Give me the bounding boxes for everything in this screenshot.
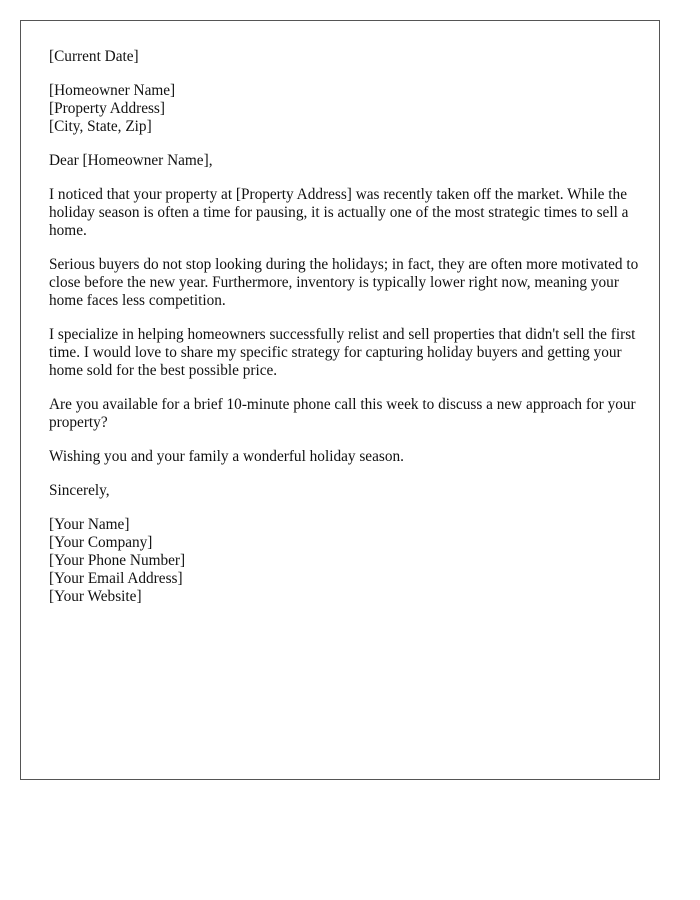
body-paragraph-call-to-action: Are you available for a brief 10-minute phone call this week to discuss a new approach for your property? — [49, 396, 636, 431]
signature-email: [Your Email Address] — [49, 570, 183, 587]
letter-date: [Current Date] — [49, 48, 139, 65]
body-paragraph-buyers: Serious buyers do not stop looking during the holidays; in fact, they are often more motivated to close before the new year. Furthermore, inventory is typically lower right now, meaning your home faces less competition. — [49, 256, 639, 309]
signature-block — [49, 516, 639, 606]
recipient-address-block — [49, 82, 639, 136]
body-paragraph-intro: I noticed that your property at [Property Address] was recently taken off the market. While the holiday season is often a time for pausing, it is actually one of the most strategic times to sell a home. — [49, 186, 629, 239]
signature-website: [Your Website] — [49, 588, 142, 605]
recipient-address: [Property Address] — [49, 100, 165, 117]
letter-page — [20, 20, 660, 780]
recipient-name: [Homeowner Name] — [49, 82, 176, 99]
recipient-city-state-zip: [City, State, Zip] — [49, 118, 152, 135]
closing: Sincerely, — [49, 482, 110, 499]
body-paragraph-holiday-wishes: Wishing you and your family a wonderful holiday season. — [49, 448, 404, 465]
body-paragraph-specialty: I specialize in helping homeowners successfully relist and sell properties that didn't sell the first time. I would love to share my specific strategy for capturing holiday buyers and getting your home sold for the best possible price. — [49, 326, 636, 379]
signature-name: [Your Name] — [49, 516, 130, 533]
signature-phone: [Your Phone Number] — [49, 552, 186, 569]
letter-body — [49, 48, 639, 622]
salutation: Dear [Homeowner Name], — [49, 152, 213, 169]
signature-company: [Your Company] — [49, 534, 153, 551]
